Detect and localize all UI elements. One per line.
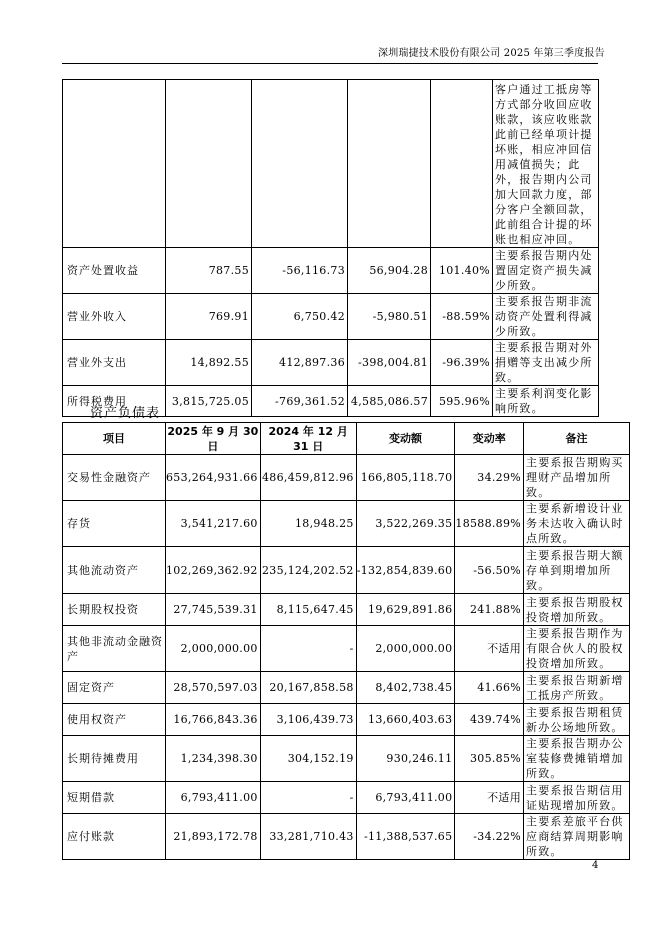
cell-prior: 33,281,710.43 xyxy=(260,814,356,860)
cell-rate: -34.22% xyxy=(455,814,524,860)
cell-note: 主要系报告期租赁新办公场地所致。 xyxy=(524,704,630,736)
cell-prior: -56,116.73 xyxy=(252,248,348,294)
cell-rate: 18588.89% xyxy=(455,501,524,547)
table-row xyxy=(63,814,630,860)
cell-change: -132,854,839.60 xyxy=(356,547,455,594)
table-header-row xyxy=(63,423,630,455)
cell-item: 资产处置收益 xyxy=(63,248,166,294)
cell-current: 1,234,398.30 xyxy=(166,736,261,782)
cell-item xyxy=(63,80,166,248)
cell-current: 787.55 xyxy=(166,248,252,294)
table-row xyxy=(63,672,630,704)
cell-item: 其他非流动金融资产 xyxy=(63,626,166,672)
cell-change: 13,660,403.63 xyxy=(356,704,455,736)
cell-current: 3,541,217.60 xyxy=(166,501,261,547)
cell-change: 56,904.28 xyxy=(348,248,431,294)
cell-prior: 18,948.25 xyxy=(260,501,356,547)
cell-change: 2,000,000.00 xyxy=(356,626,455,672)
table-row xyxy=(63,80,599,248)
cell-rate: 439.74% xyxy=(455,704,524,736)
cell-change: 930,246.11 xyxy=(356,736,455,782)
cell-rate: 595.96% xyxy=(431,386,493,417)
cell-change: -5,980.51 xyxy=(348,294,431,340)
cell-note: 主要系报告期信用证贴现增加所致。 xyxy=(524,782,630,814)
cell-change: 3,522,269.35 xyxy=(356,501,455,547)
cell-current: 16,766,843.36 xyxy=(166,704,261,736)
cell-change: 4,585,086.57 xyxy=(348,386,431,417)
cell-change: 166,805,118.70 xyxy=(356,455,455,501)
cell-prior: -769,361.52 xyxy=(252,386,348,417)
table-row xyxy=(63,626,630,672)
cell-note: 主要系报告期内处置固定资产损失减少所致。 xyxy=(493,248,599,294)
cell-prior: - xyxy=(260,626,356,672)
balance-sheet-table xyxy=(62,422,630,860)
cell-current: 27,745,539.31 xyxy=(166,594,261,626)
cell-rate xyxy=(431,80,493,248)
page-number: 4 xyxy=(592,860,599,871)
cell-note: 主要系报告期大额存单到期增加所致。 xyxy=(524,547,630,594)
cell-prior xyxy=(252,80,348,248)
cell-note: 主要系报告期新增工抵房产所致。 xyxy=(524,672,630,704)
cell-rate: -56.50% xyxy=(455,547,524,594)
cell-prior: 235,124,202.52 xyxy=(260,547,356,594)
cell-change: 6,793,411.00 xyxy=(356,782,455,814)
report-header: 深圳瑞捷技术股份有限公司 2025 年第三季度报告 xyxy=(378,48,605,59)
cell-prior: 304,152.19 xyxy=(260,736,356,782)
cell-current: 3,815,725.05 xyxy=(166,386,252,417)
cell-rate: 不适用 xyxy=(455,782,524,814)
table-row xyxy=(63,782,630,814)
cell-prior: - xyxy=(260,782,356,814)
cell-prior: 6,750.42 xyxy=(252,294,348,340)
cell-note: 主要系新增设计业务未达收入确认时点所致。 xyxy=(524,501,630,547)
cell-prior: 486,459,812.96 xyxy=(260,455,356,501)
cell-current: 102,269,362.92 xyxy=(166,547,261,594)
cell-rate: 305.85% xyxy=(455,736,524,782)
cell-note: 主要系报告期股权投资增加所致。 xyxy=(524,594,630,626)
table-row xyxy=(63,501,630,547)
income-change-table xyxy=(62,79,599,417)
cell-prior: 8,115,647.45 xyxy=(260,594,356,626)
cell-item: 其他流动资产 xyxy=(63,547,166,594)
cell-note: 主要系报告期办公室装修费摊销增加所致。 xyxy=(524,736,630,782)
balance-sheet-caption: 资产负债表 xyxy=(90,406,161,421)
cell-current: 28,570,597.03 xyxy=(166,672,261,704)
cell-current: 21,893,172.78 xyxy=(166,814,261,860)
cell-current: 653,264,931.66 xyxy=(166,455,261,501)
cell-change: 19,629,891.86 xyxy=(356,594,455,626)
cell-prior: 3,106,439.73 xyxy=(260,704,356,736)
cell-note: 主要系报告期购买理财产品增加所致。 xyxy=(524,455,630,501)
cell-change xyxy=(348,80,431,248)
cell-item: 营业外收入 xyxy=(63,294,166,340)
header-note: 备注 xyxy=(524,423,630,455)
table-row xyxy=(63,594,630,626)
header-divider xyxy=(62,63,598,64)
cell-note: 客户通过工抵房等方式部分收回应收账款，该应收账款此前已经单项计提坏账，相应冲回信用减值损失；此外，报告期内公司加大回款力度，部分客户全额回款，此前组合计提的坏账也相应冲回。 xyxy=(493,80,599,248)
cell-note: 主要系差旅平台供应商结算周期影响所致。 xyxy=(524,814,630,860)
cell-change: -11,388,537.65 xyxy=(356,814,455,860)
cell-rate: 34.29% xyxy=(455,455,524,501)
cell-rate: -88.59% xyxy=(431,294,493,340)
cell-current: 6,793,411.00 xyxy=(166,782,261,814)
cell-note: 主要系报告期作为有限合伙人的股权投资增加所致。 xyxy=(524,626,630,672)
cell-prior: 20,167,858.58 xyxy=(260,672,356,704)
table-row xyxy=(63,294,599,340)
cell-item: 所得税费用 xyxy=(63,386,166,417)
table-row xyxy=(63,704,630,736)
cell-item: 固定资产 xyxy=(63,672,166,704)
cell-change: 8,402,738.45 xyxy=(356,672,455,704)
cell-item: 使用权资产 xyxy=(63,704,166,736)
table-row xyxy=(63,248,599,294)
cell-current: 14,892.55 xyxy=(166,340,252,386)
cell-item: 长期待摊费用 xyxy=(63,736,166,782)
cell-note: 主要系利润变化影响所致。 xyxy=(493,386,599,417)
table-row xyxy=(63,547,630,594)
cell-rate: 101.40% xyxy=(431,248,493,294)
cell-item: 长期股权投资 xyxy=(63,594,166,626)
cell-note: 主要系报告期对外捐赠等支出减少所致。 xyxy=(493,340,599,386)
cell-current xyxy=(166,80,252,248)
header-rate: 变动率 xyxy=(455,423,524,455)
cell-rate: 41.66% xyxy=(455,672,524,704)
cell-current: 2,000,000.00 xyxy=(166,626,261,672)
cell-rate: -96.39% xyxy=(431,340,493,386)
table-row xyxy=(63,736,630,782)
header-prior: 2024 年 12 月 31 日 xyxy=(260,423,356,455)
cell-change: -398,004.81 xyxy=(348,340,431,386)
cell-item: 应付账款 xyxy=(63,814,166,860)
cell-prior: 412,897.36 xyxy=(252,340,348,386)
header-current: 2025 年 9 月 30 日 xyxy=(167,424,259,453)
header-change: 变动额 xyxy=(356,423,455,455)
cell-item: 交易性金融资产 xyxy=(63,455,166,501)
cell-item: 短期借款 xyxy=(63,782,166,814)
cell-item: 营业外支出 xyxy=(63,340,166,386)
cell-current: 769.91 xyxy=(166,294,252,340)
table-row xyxy=(63,340,599,386)
header-item: 项目 xyxy=(63,423,166,455)
cell-item: 存货 xyxy=(63,501,166,547)
cell-note: 主要系报告期非流动资产处置利得减少所致。 xyxy=(493,294,599,340)
cell-rate: 不适用 xyxy=(455,626,524,672)
table-row xyxy=(63,455,630,501)
cell-rate: 241.88% xyxy=(455,594,524,626)
